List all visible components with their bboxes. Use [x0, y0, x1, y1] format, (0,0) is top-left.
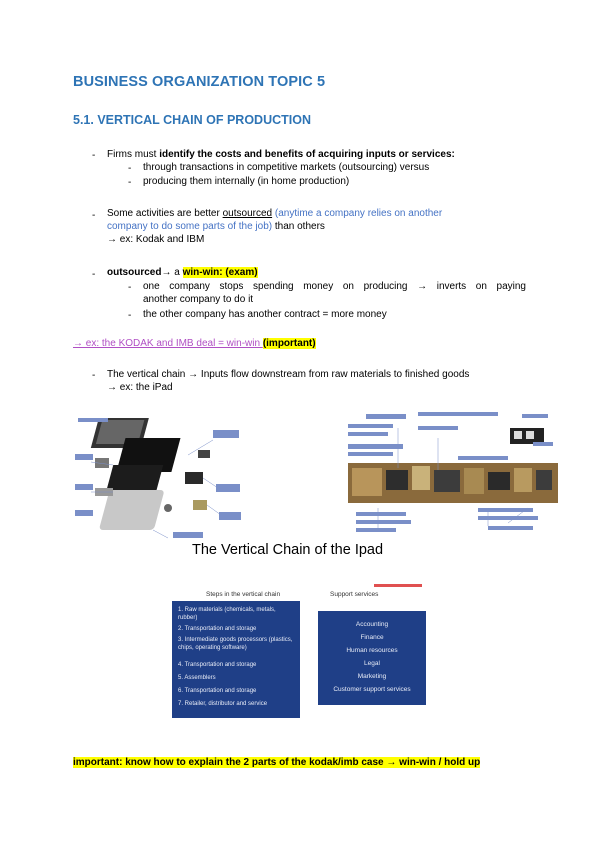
service-marketing: Marketing [357, 673, 387, 680]
sub-dash: - [128, 282, 132, 293]
bullet-text: Some activities are better [107, 208, 223, 219]
bullet-dash: - [92, 210, 96, 221]
step-7: 7. Retailer, distributor and service [178, 701, 268, 707]
definition-text: company to do some parts of the job) [107, 221, 273, 232]
example-ipad: → ex: the iPad [107, 382, 173, 393]
service-accounting: Accounting [355, 621, 389, 628]
step-5: 5. Assemblers [178, 675, 216, 681]
vertical-chain-steps-box [172, 601, 300, 718]
definition-text: (anytime a company relies on another [272, 208, 443, 219]
service-customer-support: Customer support services [333, 686, 411, 693]
bullet-text: than others [272, 221, 325, 232]
bullet-costs-benefits [107, 148, 455, 161]
service-hr: Human resources [346, 647, 398, 654]
important-highlight: (important) [262, 338, 316, 349]
diagram-left-heading: Steps in the vertical chain [206, 591, 281, 598]
step-3: 3. Intermediate goods processors (plastics, chips, operating software) [178, 637, 293, 651]
sub-dash: - [128, 177, 132, 188]
sub-line: one company stops spending money on producing → inverts on paying [143, 281, 526, 292]
sub-item-stops-spending [143, 280, 526, 306]
bullet-outsourced [107, 207, 527, 246]
kodak-note [73, 337, 316, 350]
service-legal: Legal [364, 660, 380, 667]
sub-item-markets: through transactions in competitive markets (outsourcing) versus [143, 162, 430, 173]
sub-item-internal: producing them internally (in home production) [143, 176, 350, 187]
outsourced-underlined: outsourced [222, 208, 273, 219]
support-services-box [318, 611, 426, 705]
bullet-text: → a [161, 267, 183, 278]
kodak-deal-link[interactable]: → ex: the KODAK and IMB deal = win-win [73, 338, 263, 349]
step-2: 2. Transportation and storage [178, 626, 257, 632]
bullet-dash: - [92, 150, 96, 161]
ipad-logic-board-image [338, 408, 558, 540]
example-kodak-ibm: → ex: Kodak and IBM [107, 234, 205, 245]
final-important-note [73, 756, 480, 769]
win-win-highlight: win-win: [182, 267, 223, 278]
sub-item-more-money: the other company has another contract = more money [143, 309, 387, 320]
sub-dash: - [128, 310, 132, 321]
sub-dash: - [128, 163, 132, 174]
step-4: 4. Transportation and storage [178, 662, 257, 668]
bullet-text: The vertical chain → Inputs flow downstream from raw materials to finished goods [107, 369, 470, 380]
bullet-vertical-chain [107, 368, 469, 394]
final-highlight: important: know how to explain the 2 parts of the kodak/imb case → win-win / hold up [73, 757, 481, 768]
figure-caption: The Vertical Chain of the Ipad [192, 542, 384, 558]
bullet-dash: - [92, 269, 96, 280]
diagram-right-heading: Support services [330, 591, 379, 598]
step-1: 1. Raw materials (chemicals, metals, rubber) [178, 607, 276, 621]
section-heading: 5.1. VERTICAL CHAIN OF PRODUCTION [73, 113, 311, 127]
ipad-exploded-view-image [73, 410, 243, 542]
bullet-dash: - [92, 370, 96, 381]
page-title: BUSINESS ORGANIZATION TOPIC 5 [73, 74, 326, 90]
service-finance: Finance [360, 634, 384, 641]
exam-highlight: (exam) [222, 267, 258, 278]
sub-line: another company to do it [143, 294, 254, 305]
red-annotation-mark [374, 584, 422, 587]
step-6: 6. Transportation and storage [178, 688, 257, 694]
bullet-bold-text: identify the costs and benefits of acquiring inputs or services: [159, 149, 455, 160]
bullet-win-win [107, 266, 258, 279]
bullet-text: Firms must [107, 149, 160, 160]
bold-outsourced: outsourced [107, 267, 162, 278]
